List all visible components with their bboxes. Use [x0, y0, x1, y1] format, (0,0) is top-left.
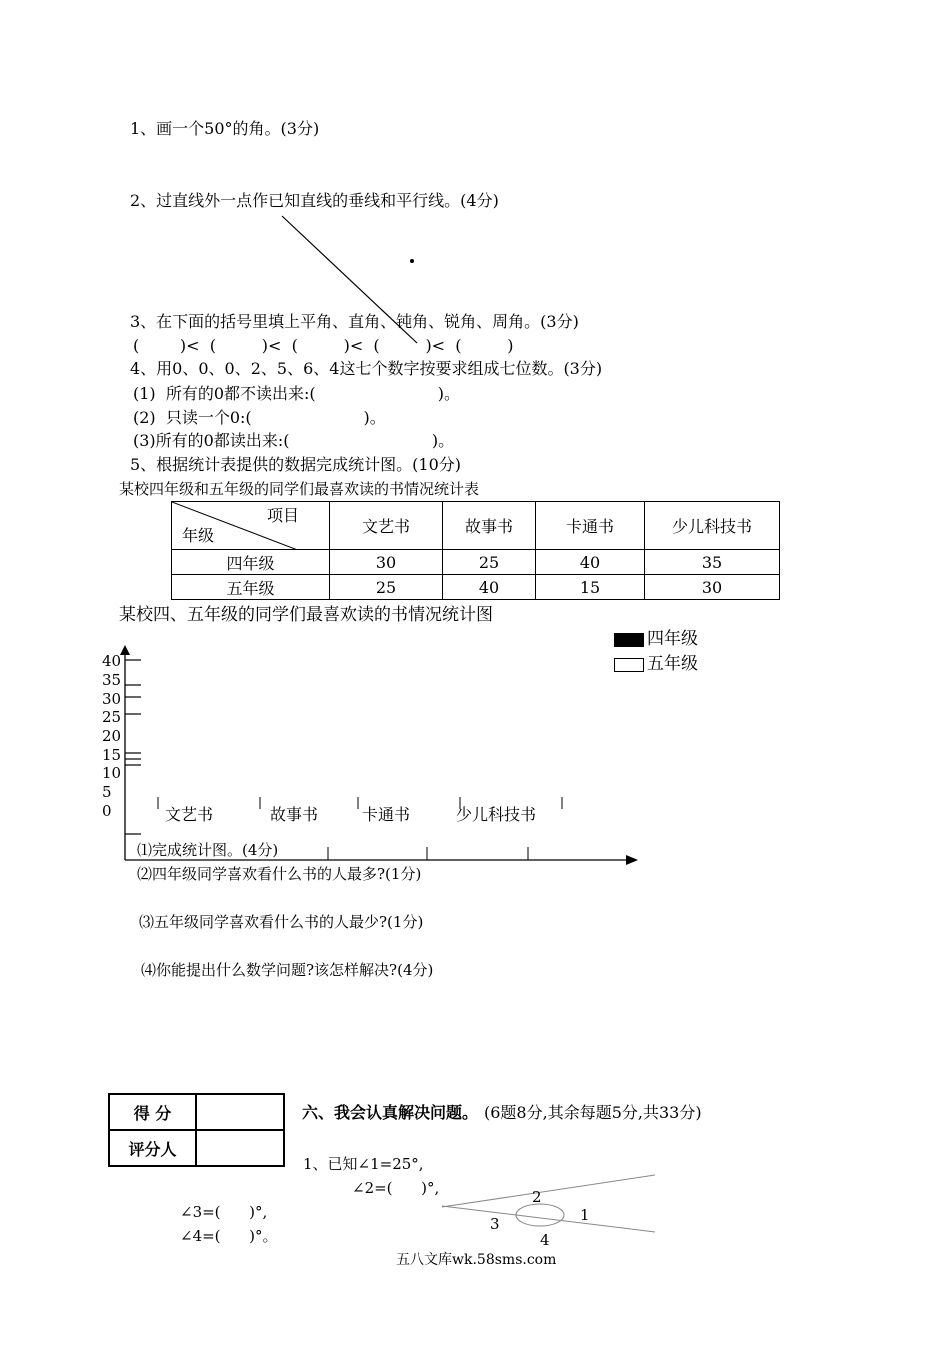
stat-table: [171, 501, 780, 600]
x-category-label: 故事书: [270, 805, 319, 824]
header-cell: 少儿科技书: [645, 502, 780, 550]
row-label: 五年级: [172, 575, 330, 600]
y-axis-arrow: [120, 645, 130, 655]
s6-q1-line1: 1、已知∠1=25°,: [303, 1155, 424, 1173]
question-2: 2、过直线外一点作已知直线的垂线和平行线。(4分): [130, 191, 499, 210]
score-label: 得 分: [109, 1094, 196, 1130]
y-tick-label: 30: [102, 690, 122, 708]
header-cell: 故事书: [443, 502, 536, 550]
y-tick-label: 0: [102, 802, 112, 820]
angle-line-b: [442, 1206, 655, 1232]
angle-label-2: 2: [532, 1188, 542, 1206]
table-cell: 25: [443, 550, 536, 575]
y-tick-label: 5: [102, 783, 112, 801]
corner-bottom-label: 年级: [182, 526, 215, 545]
angle-label-1: 1: [580, 1206, 590, 1224]
legend-label-grade5: 五年级: [647, 654, 698, 674]
x-axis-arrow: [626, 855, 638, 865]
angle-label-3: 3: [490, 1215, 500, 1233]
table-corner: [172, 502, 330, 550]
s6-q1-line3[interactable]: ∠3=( )°,: [180, 1203, 268, 1221]
question-5-part-4: ⑷你能提出什么数学问题?该怎样解决?(4分): [141, 961, 434, 979]
x-category-label: 少儿科技书: [456, 805, 537, 824]
grader-field[interactable]: [196, 1130, 284, 1166]
question-4-part-2[interactable]: (2) 只读一个0:( )。: [133, 408, 386, 427]
question-4-part-3[interactable]: (3)所有的0都读出来:( )。: [133, 431, 455, 450]
question-3: 3、在下面的括号里填上平角、直角、钝角、锐角、周角。(3分): [130, 312, 579, 331]
table-cell: 40: [536, 550, 645, 575]
grader-label: 评分人: [109, 1130, 196, 1166]
s6-q1-line4[interactable]: ∠4=( )°。: [180, 1227, 278, 1245]
angle-label-4: 4: [540, 1231, 550, 1249]
question-4-part-1[interactable]: (1) 所有的0都不读出来:( )。: [133, 384, 460, 403]
footer-watermark: 五八文库wk.58sms.com: [396, 1252, 557, 1268]
chart-title: 某校四、五年级的同学们最喜欢读的书情况统计图: [119, 605, 493, 625]
angle-figure: [442, 1175, 655, 1232]
question-3-blanks[interactable]: ( )< ( )< ( )< ( )< ( ): [133, 336, 514, 355]
table-cell: 35: [645, 550, 780, 575]
legend-label-grade4: 四年级: [647, 629, 698, 649]
s6-q1-line2[interactable]: ∠2=( )°,: [352, 1179, 440, 1197]
question-5-part-3: ⑶五年级同学喜欢看什么书的人最少?(1分): [139, 913, 424, 931]
legend-swatch-grade5: [614, 658, 644, 672]
angle-arcs: [516, 1204, 564, 1226]
table-title: 某校四年级和五年级的同学们最喜欢读的书情况统计表: [119, 480, 480, 498]
y-tick-label: 15: [102, 746, 122, 764]
y-tick-label: 40: [102, 652, 122, 670]
question-5-part-2: ⑵四年级同学喜欢看什么书的人最多?(1分): [137, 865, 422, 883]
section-6-note: (6题8分,其余每题5分,共33分): [484, 1103, 702, 1122]
header-cell: 卡通书: [536, 502, 645, 550]
question-5: 5、根据统计表提供的数据完成统计图。(10分): [130, 455, 462, 474]
y-tick-label: 25: [102, 708, 122, 726]
table-cell: 15: [536, 575, 645, 600]
section-6-title: 六、我会认真解决问题。: [302, 1103, 479, 1122]
angle-line-a: [442, 1175, 655, 1207]
score-box: [108, 1093, 285, 1167]
y-tick-label: 10: [102, 764, 122, 782]
table-cell: 25: [330, 575, 443, 600]
x-category-label: 卡通书: [362, 805, 411, 824]
legend-swatch-grade4: [614, 633, 644, 647]
x-category-label: 文艺书: [165, 805, 214, 824]
y-tick-label: 35: [102, 671, 122, 689]
table-cell: 30: [330, 550, 443, 575]
question-5-part-1: ⑴完成统计图。(4分): [137, 841, 279, 859]
corner-top-label: 项目: [266, 506, 299, 525]
y-tick-label: 20: [102, 727, 122, 745]
given-point: [410, 259, 414, 263]
y-tick-marks: [125, 660, 141, 834]
table-cell: 40: [443, 575, 536, 600]
header-cell: 文艺书: [330, 502, 443, 550]
question-4: 4、用0、0、0、2、5、6、4这七个数字按要求组成七位数。(3分): [130, 359, 603, 378]
score-field[interactable]: [196, 1094, 284, 1130]
chart-axes: [120, 645, 638, 865]
question-1: 1、画一个50°的角。(3分): [130, 119, 320, 138]
table-cell: 30: [645, 575, 780, 600]
row-label: 四年级: [172, 550, 330, 575]
